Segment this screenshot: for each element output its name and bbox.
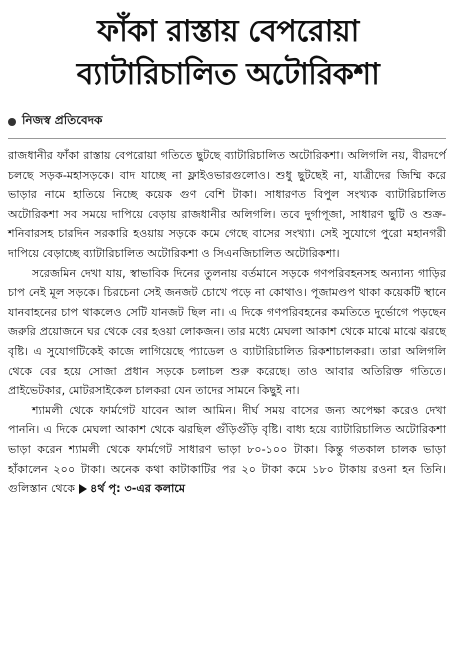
- byline-text: নিজস্ব প্রতিবেদক: [22, 113, 103, 127]
- continuation-arrow-icon: [79, 484, 87, 494]
- article-body: [8, 146, 446, 499]
- headline: [0, 0, 456, 96]
- paragraph-3: [8, 401, 446, 499]
- continuation-note: ৪র্থ পৃ: ৩-এর কলামে: [90, 482, 186, 496]
- headline-line-2: ব্যাটারিচালিত অটোরিকশা: [76, 57, 380, 92]
- divider: [8, 138, 446, 139]
- bullet-icon: [8, 118, 16, 126]
- paragraph-3-text: শ্যামলী থেকে ফার্মগেট যাবেন আল আমিন। দীর্ঘ সময় বাসের জন্য অপেক্ষা করেও দেখা পাননি। এ দিকে মেঘলা আকাশ থেকে ঝরছিল গুঁড়িগুঁড়ি বৃষ্টি। বাধ্য হয়ে ব্যাটারিচালিত অটোরিকশা ভাড়া করেন শ্যামলী থেকে ফার্মগেট সাধারণ ভাড়া ৮০-১০০ টাকা। কিন্তু গতকাল চালক ভাড়া হাঁকালেন ২০০ টাকা। অনেক কথা কাটাকাটির পর ২০ টাকা কমে ১৮০ টাকায় রওনা হন তিনি। গুলিস্তান থেকে: [8, 403, 446, 496]
- paragraph-2: সরেজমিন দেখা যায়, স্বাভাবিক দিনের তুলনায় বর্তমানে সড়কে গণপরিবহনসহ অন্যান্য গাড়ির চাপ নেই মূল সড়কে। চিরচেনা সেই জনজট চোখে পড়ে না কোথাও। পূজামণ্ডপ থাকা কয়েকটি স্থানে যানবাহনের চাপ থাকলেও সেটি যানজট ছিল না। এ দিকে গণপরিবহনের কমতিতে দুর্ভোগে পড়ছেন জরুরি প্রয়োজনে ঘর থেকে বের হওয়া লোকজন। তার মধ্যে মেঘলা আকাশ থেকে মাঝে মাঝে ঝরছে বৃষ্টি। এ সুযোগটিকেই কাজে লাগিয়েছে প্যাডেল ও ব্যাটারিচালিত রিকশাচালকরা। তারা অলিগলি থেকে বের হয়ে সোজা প্রধান সড়কে চলাচল শুরু করেছে। তাও আবার অতিরিক্ত গতিতে। প্রাইভেটকার, মোটরসাইকেল চালকরা যেন তাদের সামনে কিছুই না।: [8, 266, 446, 398]
- paragraph-1: রাজধানীর ফাঁকা রাস্তায় বেপরোয়া গতিতে ছুটছে ব্যাটারিচালিত অটোরিকশা। অলিগলি নয়, বীরদর্পে চলছে সড়ক-মহাসড়কে। বাদ যাচ্ছে না ফ্লাইওভারগুলোও। শুধু ছুটছেই না, যাত্রীদের জিম্মি করে ভাড়ার নামে হাতিয়ে নিচ্ছে কয়েক গুণ বেশি টাকা। সাধারণত বিপুল সংখ্যক ব্যাটারিচালিত অটোরিকশা সব সময়ে দাপিয়ে বেড়ায় রাজধানীর অলিগলি। তবে দুর্গাপূজা, সাধারণ ছুটি ও শুক্র-শনিবারসহ চারদিন সরকারি হওয়ায় সড়কে কমে গেছে বাসের সংখ্যা। সেই সুযোগে পুরো মহানগরী দাপিয়ে বেড়াচ্ছে ব্যাটারিচালিত অটোরিকশা ও সিএনজিচালিত অটোরিকশা।: [8, 149, 446, 260]
- byline: [8, 112, 446, 132]
- headline-line-1: ফাঁকা রাস্তায় বেপরোয়া: [97, 14, 359, 49]
